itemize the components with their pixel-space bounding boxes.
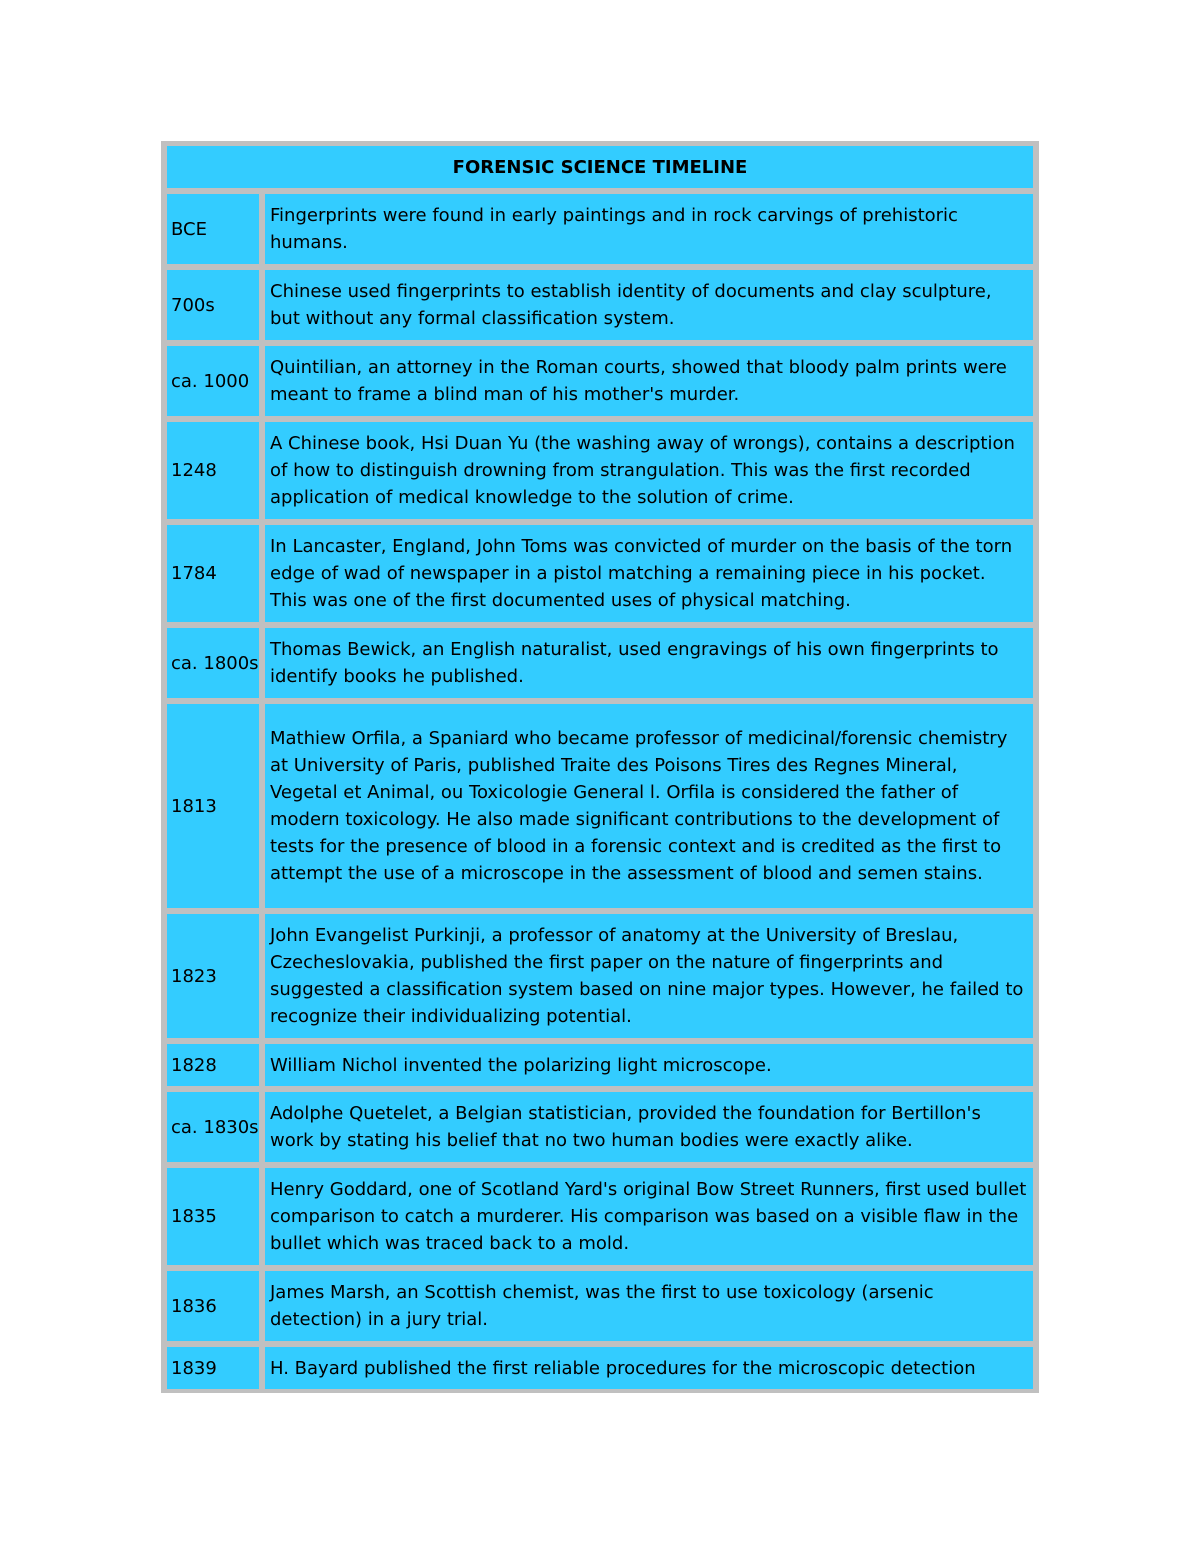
table-row [167,914,1033,1038]
description-cell: Adolphe Quetelet, a Belgian statistician, provided the foundation for Bertillon's work by stating his belief that no two human bodies were exactly alike. [265,1092,1033,1162]
table-row [167,1168,1033,1265]
table-row [167,1271,1033,1341]
year-cell: BCE [167,194,259,264]
description-cell: Fingerprints were found in early paintings and in rock carvings of prehistoric humans. [265,194,1033,264]
year-cell: 1828 [167,1044,259,1086]
table-row [167,525,1033,622]
year-cell: 1823 [167,914,259,1038]
description-cell: Mathiew Orfila, a Spaniard who became professor of medicinal/forensic chemistry at University of Paris, published Traite des Poisons Tires des Regnes Mineral, Vegetal et Animal, ou Toxicologie General l. Orfila is considered the father of modern toxicology. He also made significant contributions to the development of tests for the presence of blood in a forensic context and is credited as the first to attempt the use of a microscope in the assessment of blood and semen stains. [265,704,1033,908]
description-cell: James Marsh, an Scottish chemist, was the first to use toxicology (arsenic detection) in a jury trial. [265,1271,1033,1341]
table-row [167,704,1033,908]
table-row [167,1347,1033,1389]
year-cell: ca. 1830s [167,1092,259,1162]
table-row [167,1092,1033,1162]
timeline-table [161,141,1039,1393]
description-cell: In Lancaster, England, John Toms was convicted of murder on the basis of the torn edge of wad of newspaper in a pistol matching a remaining piece in his pocket. This was one of the first documented uses of physical matching. [265,525,1033,622]
year-cell: 700s [167,270,259,340]
year-cell: 1839 [167,1347,259,1389]
year-cell: 1784 [167,525,259,622]
year-cell: ca. 1800s [167,628,259,698]
year-cell: 1835 [167,1168,259,1265]
year-cell: 1813 [167,704,259,908]
description-cell: John Evangelist Purkinji, a professor of anatomy at the University of Breslau, Czecheslovakia, published the first paper on the nature of fingerprints and suggested a classification system based on nine major types. However, he failed to recognize their individualizing potential. [265,914,1033,1038]
table-row [167,346,1033,416]
table-row [167,628,1033,698]
year-cell: 1836 [167,1271,259,1341]
description-cell: Chinese used fingerprints to establish identity of documents and clay sculpture, but without any formal classification system. [265,270,1033,340]
description-cell: Henry Goddard, one of Scotland Yard's original Bow Street Runners, first used bullet comparison to catch a murderer. His comparison was based on a visible flaw in the bullet which was traced back to a mold. [265,1168,1033,1265]
table-row [167,194,1033,264]
description-cell: H. Bayard published the first reliable procedures for the microscopic detection [265,1347,1033,1389]
table-row [167,422,1033,519]
table-row [167,1044,1033,1086]
description-cell: A Chinese book, Hsi Duan Yu (the washing away of wrongs), contains a description of how to distinguish drowning from strangulation. This was the first recorded application of medical knowledge to the solution of crime. [265,422,1033,519]
table-row [167,270,1033,340]
description-cell: Thomas Bewick, an English naturalist, used engravings of his own fingerprints to identify books he published. [265,628,1033,698]
description-cell: William Nichol invented the polarizing light microscope. [265,1044,1033,1086]
year-cell: 1248 [167,422,259,519]
year-cell: ca. 1000 [167,346,259,416]
description-cell: Quintilian, an attorney in the Roman courts, showed that bloody palm prints were meant to frame a blind man of his mother's murder. [265,346,1033,416]
table-title: FORENSIC SCIENCE TIMELINE [167,146,1033,188]
